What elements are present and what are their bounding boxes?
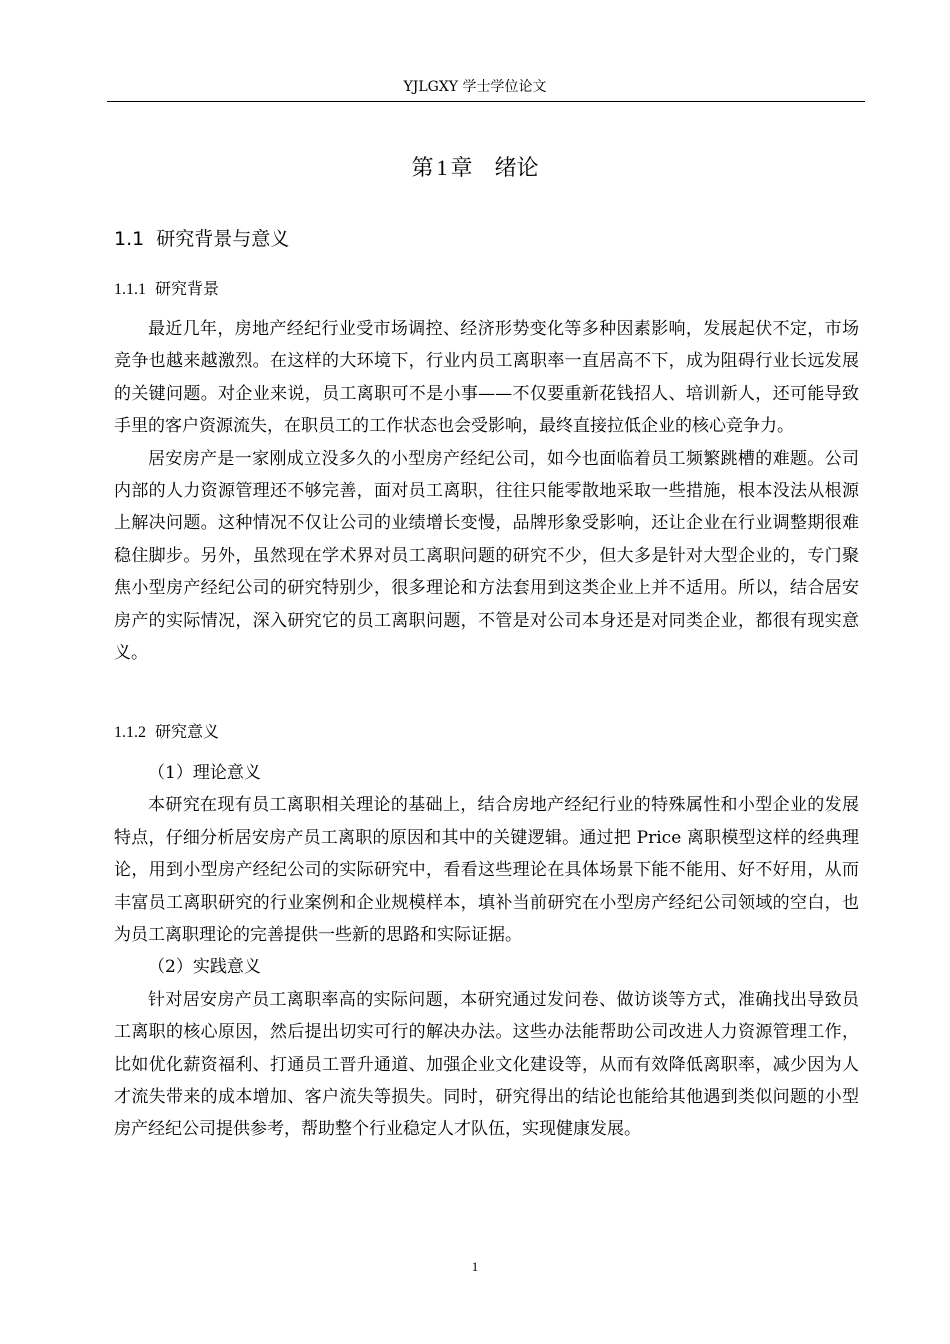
paragraph: 本研究在现有员工离职相关理论的基础上，结合房地产经纪行业的特殊属性和小型企业的发展特点，仔细分析居安房产员工离职的原因和其中的关键逻辑。通过把 Price 离职模型这样的经典理论，用到小型房产经纪公司的实际研究中，看看这些理论在具体场景下能不能用、好不好用，从而丰富员工离职研究的行业案例和企业规模样本，填补当前研究在小型房产经纪公司领域的空白，也为员工离职理论的完善提供一些新的思路和实际证据。: [114, 795, 859, 946]
chapter-title-suffix: 章: [450, 156, 473, 181]
paragraph: （2）实践意义: [148, 957, 261, 978]
paragraph: （1）理论意义: [148, 763, 261, 783]
subsection-title: 研究意义: [155, 722, 220, 741]
body-text: [114, 313, 859, 669]
paragraph: 最近几年，房地产经纪行业受市场调控、经济形势变化等多种因素影响，发展起伏不定，市场竞争也越来越激烈。在这样的大环境下，行业内员工离职率一直居高不下，成为阻碍行业长远发展的关键问题。对企业来说，员工离职可不是小事——不仅要重新花钱招人、培训新人，还可能导致手里的客户资源流失，在职员工的工作状态也会受影响，最终直接拉低企业的核心竞争力。: [114, 319, 859, 437]
paragraph: 居安房产是一家刚成立没多久的小型房产经纪公司，如今也面临着员工频繁跳槽的难题。公司内部的人力资源管理还不够完善，面对员工离职，往往只能零散地采取一些措施，根本没法从根源上解决问题。这种情况不仅让公司的业绩增长变慢，品牌形象受影响，还让企业在行业调整期很难稳住脚步。另外，虽然现在学术界对员工离职问题的研究不少，但大多是针对大型企业的，专门聚焦小型房产经纪公司的研究特别少，很多理论和方法套用到这类企业上并不适用。所以，结合居安房产的实际情况，深入研究它的员工离职问题，不管是对公司本身还是对同类企业，都很有现实意义。: [114, 448, 859, 664]
section-title: 研究背景与意义: [156, 228, 290, 250]
chapter-title: [0, 153, 950, 184]
section-heading: [114, 225, 289, 253]
header-divider: [107, 101, 865, 102]
chapter-title-prefix: 第: [411, 156, 434, 181]
paragraph: 针对居安房产员工离职率高的实际问题，本研究通过发问卷、做访谈等方式，准确找出导致员工离职的核心原因，然后提出切实可行的解决办法。这些办法能帮助公司改进人力资源管理工作，比如优化薪资福利、打通员工晋升通道、加强企业文化建设等，从而有效降低离职率，减少因为人才流失带来的成本增加、客户流失等损失。同时，研究得出的结论也能给其他遇到类似问题的小型房产经纪公司提供参考，帮助整个行业稳定人才队伍，实现健康发展。: [114, 989, 859, 1140]
page-number: 1: [471, 1259, 479, 1274]
chapter-title-name: 绪论: [494, 156, 539, 181]
chapter-number: 1: [436, 155, 448, 180]
subsection-heading: [114, 277, 219, 302]
subsection-number: 1.1.1: [114, 281, 146, 298]
subsection-title: 研究背景: [155, 279, 220, 298]
subsection-number: 1.1.2: [114, 724, 146, 741]
body-text: [114, 757, 859, 1146]
running-header: YJLGXY 学士学位论文: [403, 79, 547, 95]
section-number: 1.1: [114, 228, 145, 250]
subsection-heading: [114, 720, 219, 745]
